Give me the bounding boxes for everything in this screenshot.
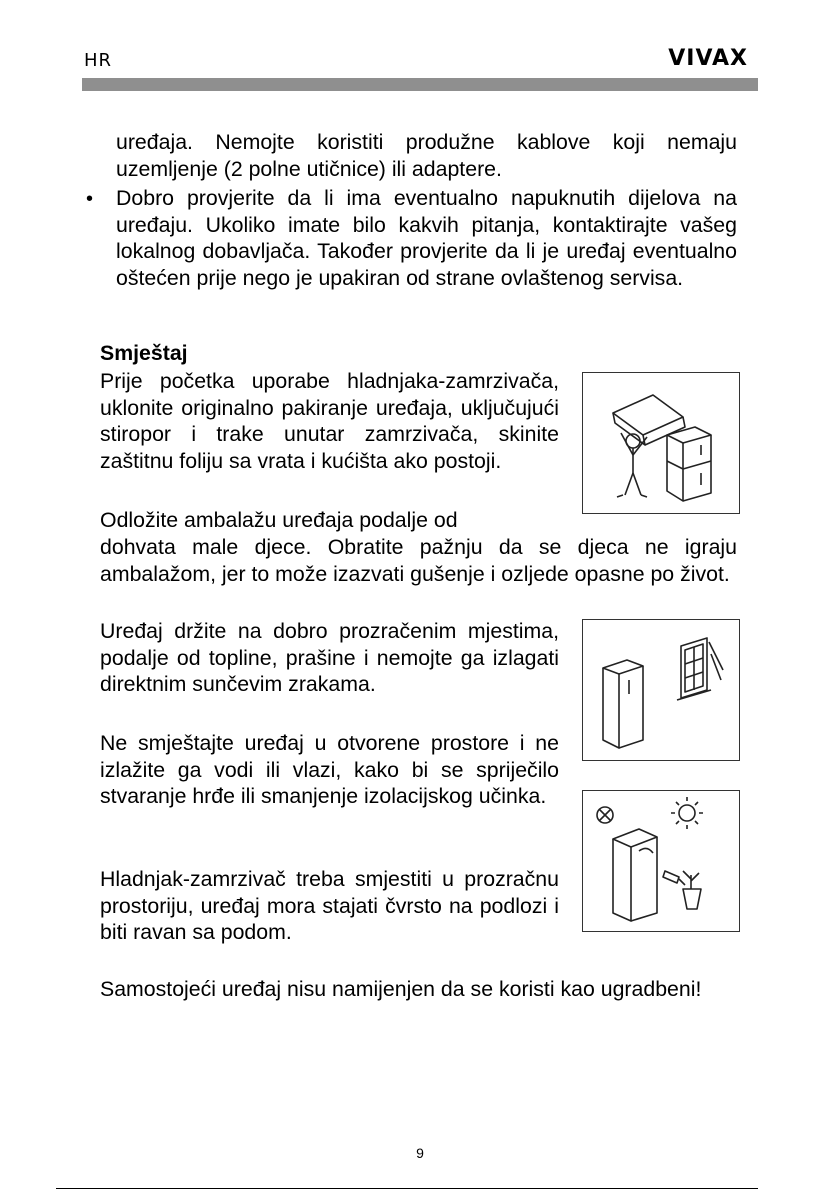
bullet-icon: • [86,188,94,210]
page-number: 9 [416,1145,424,1161]
header-language-code: HR [84,50,113,71]
unpacking-paragraph: Prije početka uporabe hladnjaka-zamrzivača, uklonite originalno pakiranje uređaja, uključujući stiropor i trake unutar zamrzivača, skinite zaštitnu foliju sa vrata i kućišta ako postoji. [100,369,559,473]
moisture-paragraph: Ne smještajte uređaj u otvorene prostore i ne izlažite ga vodi ili vlazi, kako bi se spriječilo stvaranje hrđe ili smanjenje izolacijskog učinka. [100,731,559,808]
ventilation-paragraph: Uređaj držite na dobro prozračenim mjestima, podalje od topline, prašine i nemojte ga izlagati direktnim sunčevim zrakama. [100,619,559,696]
footer-divider-line [56,1188,758,1189]
person-unpacking-icon [583,373,739,513]
placement-paragraph: Hladnjak-zamrzivač treba smjestiti u prozračnu prostoriju, uređaj mora stajati čvrsto na podlozi i biti ravan sa podom. [100,867,559,944]
section-heading: Smještaj [100,341,188,365]
packaging-paragraph-rest: dohvata male djece. Obratite pažnju da se djeca ne igraju ambalažom, jer to može izazvati gušenje i ozljede opasne po život. [100,535,737,586]
header-divider-bar [82,78,758,91]
freestanding-warning-paragraph: Samostojeći uređaj nisu namijenjen da se koristi kao ugradbeni! [100,977,702,1001]
prohibited-placement-illustration [582,790,740,932]
unpacking-illustration [582,372,740,514]
no-sun-no-water-icon [583,791,739,931]
intro-paragraph-continued: uređaja. Nemojte koristiti produžne kablove koji nemaju uzemljenje (2 polne utičnice) ili adaptere. [116,130,737,181]
fridge-window-icon [583,620,739,760]
bullet-paragraph: Dobro provjerite da li ima eventualno napuknutih dijelova na uređaju. Ukoliko imate bilo kakvih pitanja, kontaktirajte vašeg lokalnog dobavljača. Također provjerite da li je uređaj eventualno oštećen prije nego je upakiran od strane ovlaštenog servisa. [116,186,737,290]
packaging-paragraph-start: Odložite ambalažu uređaja podalje od [100,508,458,532]
brand-logo: VIVAX [668,46,748,71]
ventilation-illustration [582,619,740,761]
